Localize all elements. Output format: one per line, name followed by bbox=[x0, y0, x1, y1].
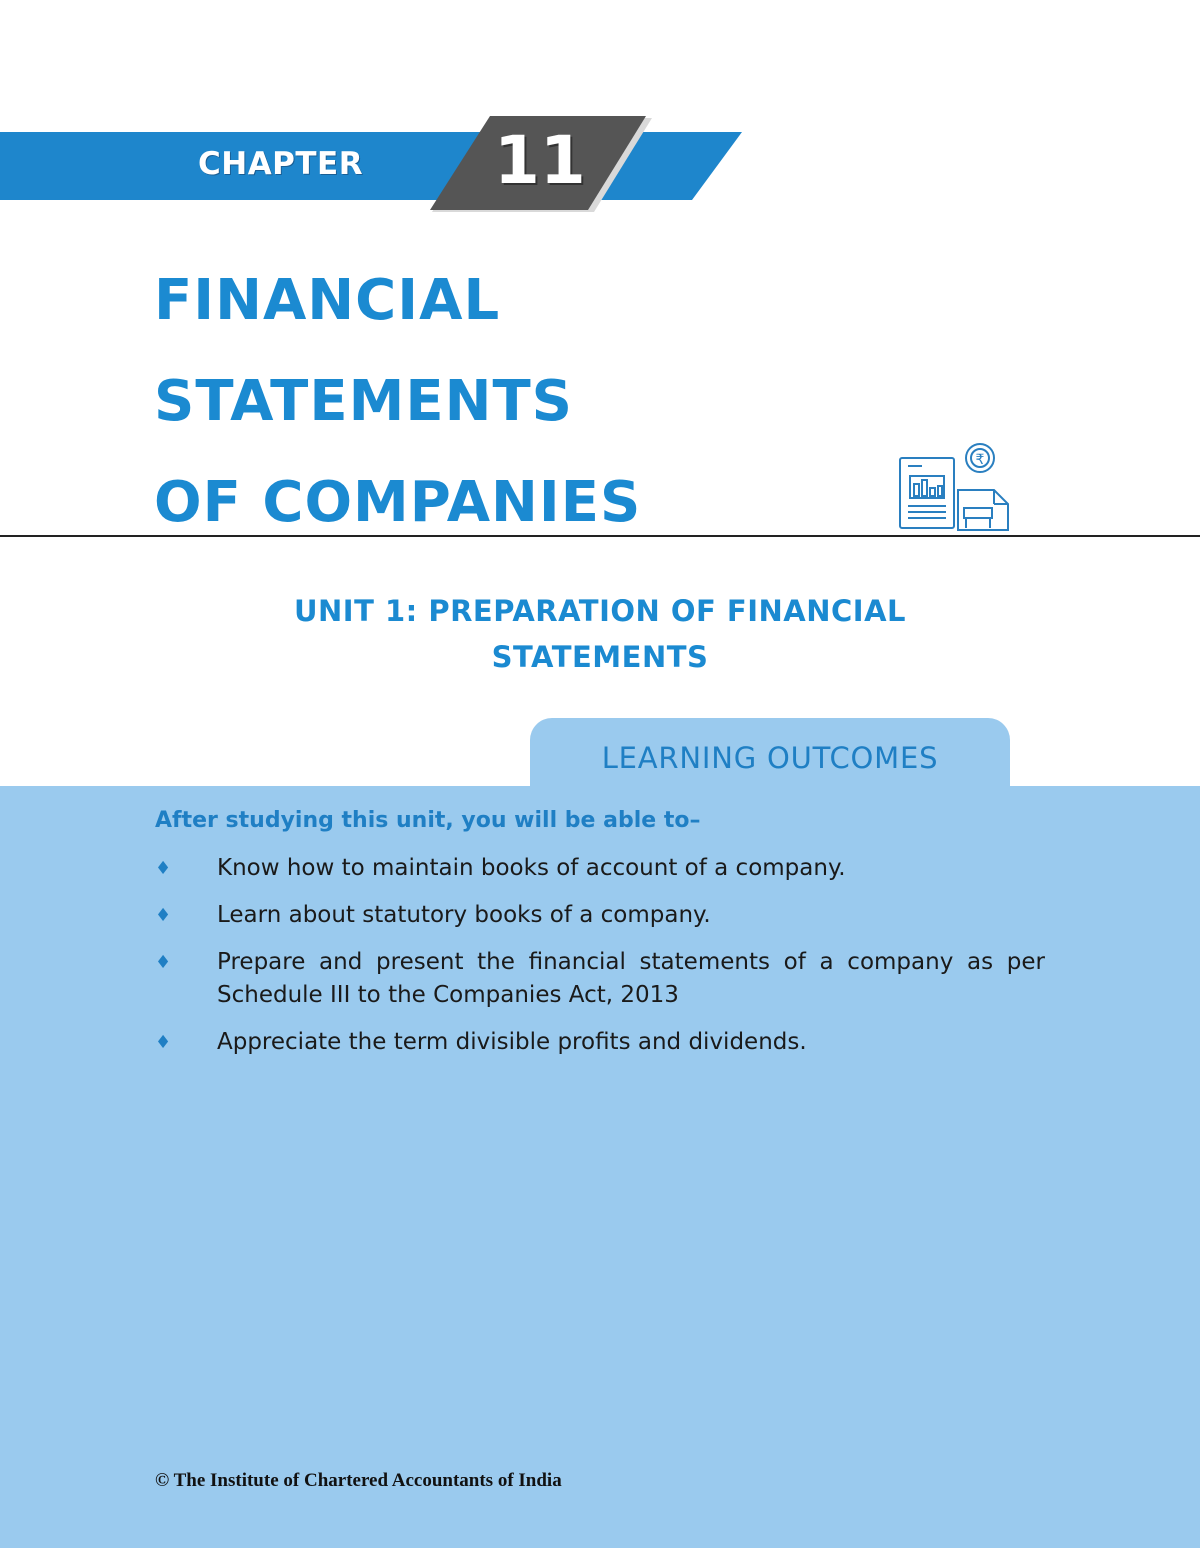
title-line-1: FINANCIAL bbox=[154, 268, 501, 333]
chapter-banner bbox=[0, 116, 760, 216]
list-item bbox=[155, 1026, 1045, 1059]
learning-outcomes-heading: LEARNING OUTCOMES bbox=[601, 741, 939, 775]
title-line-3: OF COMPANIES bbox=[154, 470, 642, 535]
diamond-bullet-icon: ♦ bbox=[155, 1032, 172, 1053]
copyright-footer: © The Institute of Chartered Accountants of India bbox=[155, 1470, 562, 1491]
list-item bbox=[155, 946, 1045, 1012]
chapter-title bbox=[154, 250, 641, 553]
outcome-text: Appreciate the term divisible profits and dividends. bbox=[217, 1029, 807, 1055]
outcome-text: Learn about statutory books of a company. bbox=[217, 902, 711, 928]
diamond-bullet-icon: ♦ bbox=[155, 952, 172, 973]
list-item bbox=[155, 852, 1045, 885]
diamond-bullet-icon: ♦ bbox=[155, 858, 172, 879]
list-item bbox=[155, 899, 1045, 932]
financial-document-icon bbox=[896, 436, 1012, 532]
chapter-number: 11 bbox=[494, 122, 586, 199]
unit-heading bbox=[0, 588, 1200, 680]
outcome-text: Prepare and present the financial statements of a company as per Schedule III to the Companies Act, 2013 bbox=[217, 949, 1045, 1008]
chapter-label: CHAPTER bbox=[198, 146, 364, 182]
learning-outcomes-intro: After studying this unit, you will be able to– bbox=[155, 808, 701, 833]
rupee-icon: ₹ bbox=[975, 452, 985, 468]
title-line-2: STATEMENTS bbox=[154, 369, 574, 434]
learning-outcomes-list bbox=[155, 852, 1045, 1073]
outcome-text: Know how to maintain books of account of a company. bbox=[217, 855, 846, 881]
divider bbox=[0, 535, 1200, 537]
diamond-bullet-icon: ♦ bbox=[155, 905, 172, 926]
unit-heading-line-2: STATEMENTS bbox=[491, 640, 709, 674]
unit-heading-line-1: UNIT 1: PREPARATION OF FINANCIAL bbox=[293, 594, 907, 628]
